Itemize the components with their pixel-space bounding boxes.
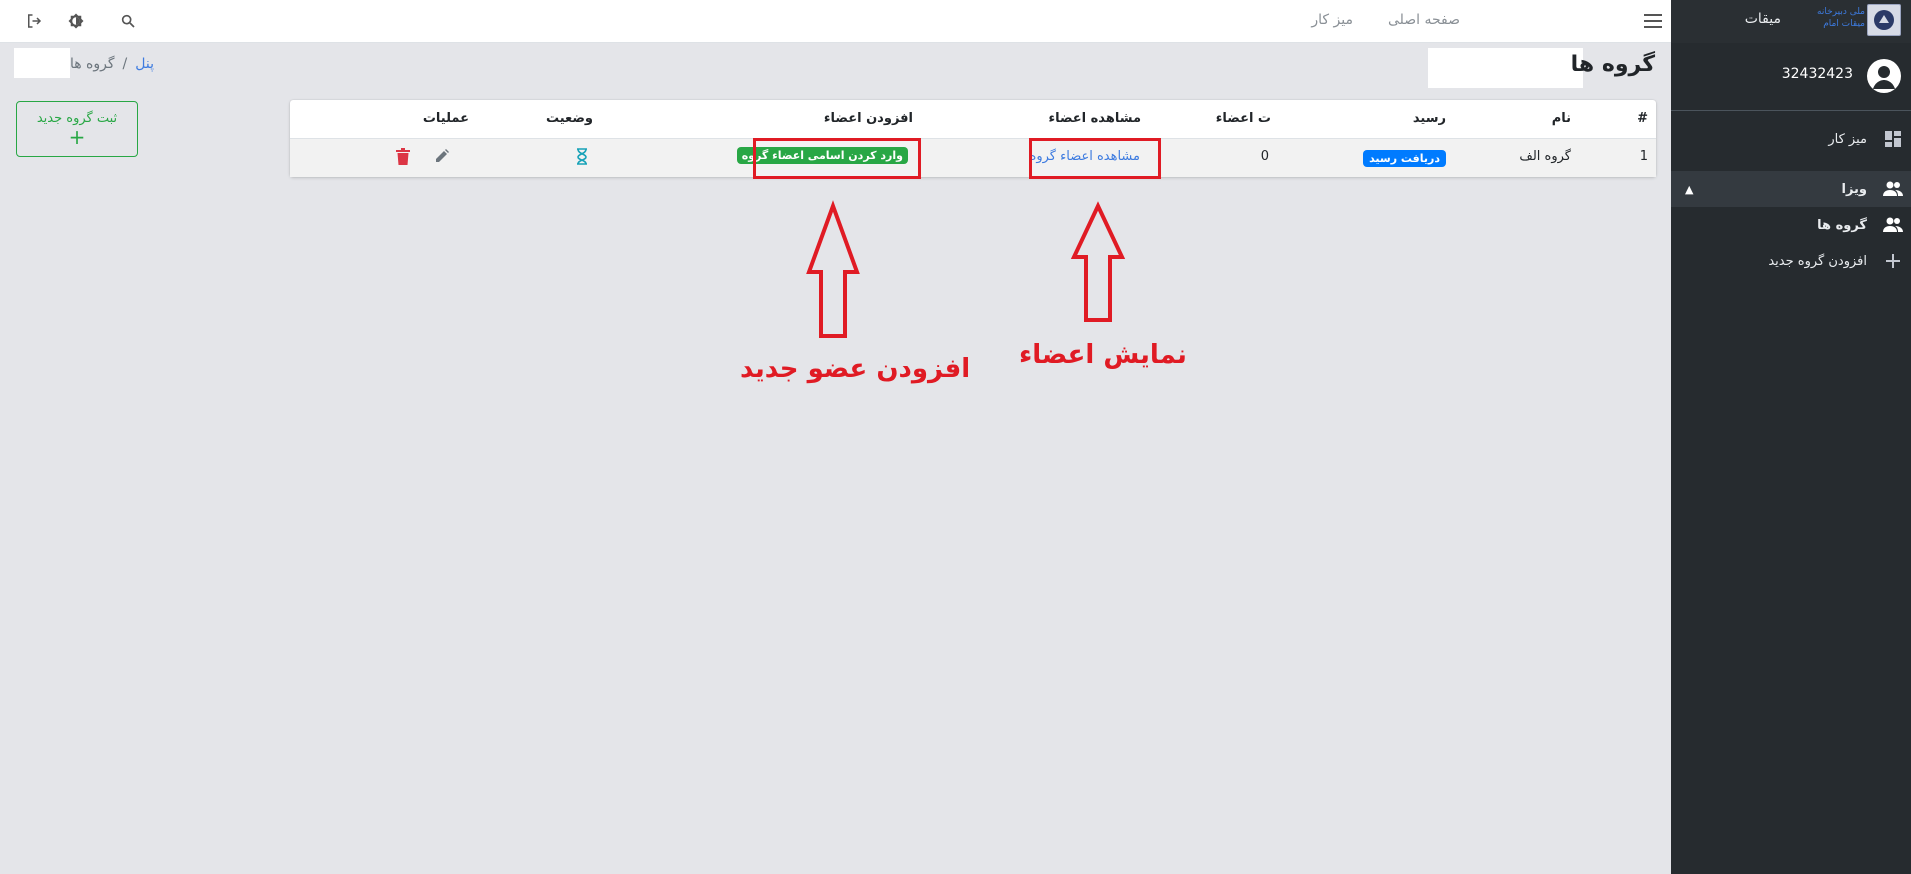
annotation-add-member: افزودن عضو جدید: [740, 354, 971, 384]
view-members-link[interactable]: مشاهده اعضاء گروه: [1029, 149, 1140, 164]
add-members-button[interactable]: وارد کردن اسامی اعضاء گروه: [737, 147, 908, 164]
col-header-name: نام: [1551, 111, 1571, 126]
plus-icon: +: [68, 125, 86, 149]
breadcrumb-separator: /: [122, 56, 128, 72]
arrow-up-icon: [1074, 206, 1122, 320]
cell-members-count: 0: [1260, 149, 1269, 164]
sidebar-item-label: افزودن گروه جدید: [1768, 253, 1867, 269]
nav-home-link[interactable]: صفحه اصلی: [1387, 12, 1460, 28]
sidebar-item-label: ویزا: [1841, 181, 1867, 197]
col-header-members-count: ت اعضاء: [1215, 111, 1271, 126]
brand-logo-text: ملی دبیرخانه میقات امام: [1817, 7, 1865, 29]
breadcrumb-root-link[interactable]: پنل: [135, 56, 154, 72]
cell-num: 1: [1639, 149, 1648, 164]
page-title: گروه ها: [1570, 52, 1655, 77]
user-id: 32432423: [1781, 66, 1853, 82]
col-header-add-members: افزودن اعضاء: [823, 111, 913, 126]
nav-dashboard-link[interactable]: میز کار: [1311, 12, 1353, 28]
col-header-receipt: رسید: [1412, 111, 1446, 126]
col-header-operations: عملیات: [422, 111, 469, 126]
breadcrumb-current: گروه ها: [69, 56, 115, 72]
arrow-up-icon: [809, 206, 857, 336]
col-header-num: #: [1637, 111, 1648, 126]
col-header-view-members: مشاهده اعضاء: [1048, 111, 1141, 126]
sidebar-item-label: میز کار: [1828, 131, 1867, 147]
chevron-up-icon: ▲: [1685, 182, 1694, 196]
sidebar-item-label: گروه ها: [1817, 217, 1867, 233]
col-header-status: وضعیت: [545, 111, 593, 126]
brand-name: میقات: [1744, 11, 1781, 27]
add-group-button-label: ثبت گروه جدید: [36, 111, 118, 126]
receipt-button[interactable]: دریافت رسید: [1363, 150, 1446, 167]
cell-name: گروه الف: [1519, 149, 1571, 164]
annotation-show-members: نمایش اعضاء: [1019, 340, 1187, 370]
